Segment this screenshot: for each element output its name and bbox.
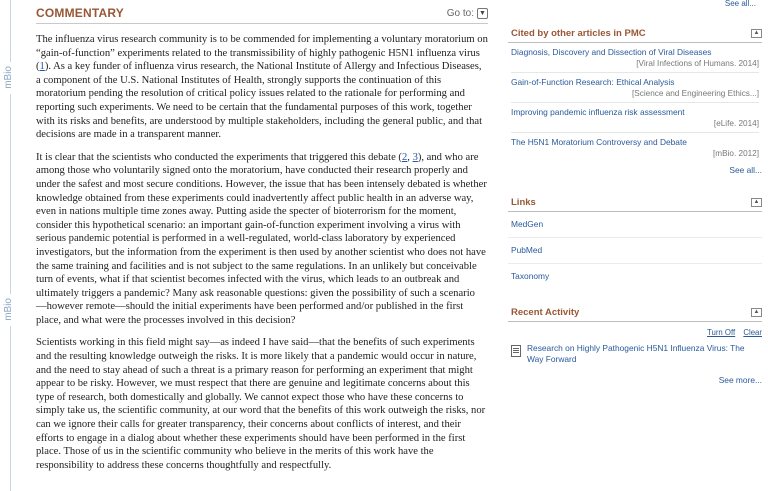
goto-label: Go to: xyxy=(446,7,474,19)
document-icon xyxy=(511,345,521,357)
cited-article-source: [mBio. 2012] xyxy=(713,149,759,158)
recent-activity-panel xyxy=(508,307,762,385)
panel-title: Recent Activity xyxy=(511,307,580,318)
goto-control[interactable] xyxy=(447,8,488,19)
cited-article[interactable] xyxy=(508,103,762,133)
panel-title: Links xyxy=(511,197,536,208)
clear-button[interactable]: Clear xyxy=(743,328,762,337)
collapse-icon[interactable]: ▲ xyxy=(751,308,762,317)
activity-item-title[interactable]: Research on Highly Pathogenic H5N1 Influenza Virus: The Way Forward xyxy=(527,343,745,364)
text: , xyxy=(407,151,413,163)
gutter-line xyxy=(10,0,11,62)
cited-article-source: [Viral Infections of Humans. 2014] xyxy=(636,59,759,68)
cited-article[interactable] xyxy=(508,43,762,73)
turn-off-button[interactable]: Turn Off xyxy=(707,328,736,337)
text: ). As a key funder of influenza virus research, the National Institute of Allergy and Infectious Diseases, a component of the U.S. National Institutes of Health, strongly supports the continuation of this moratorium pending the resolution of critical policy issues related to the rationale for performing and reporting such experiments. We need to be certain that the fundamental purposes of this work, together with its risks and benefits, are understood by multiple stakeholders, including the general public, and that decisions are made in a transparent manner. xyxy=(36,61,483,141)
gutter-line xyxy=(10,94,11,294)
sidebar xyxy=(508,0,762,403)
journal-label-bottom: mBio xyxy=(3,298,14,321)
reference-link-3[interactable]: 3 xyxy=(412,151,418,163)
paragraph-2 xyxy=(36,151,488,328)
cited-article[interactable] xyxy=(508,73,762,103)
see-more-link[interactable]: See more... xyxy=(718,375,762,385)
link-taxonomy[interactable]: Taxonomy xyxy=(511,271,550,281)
reference-link-2[interactable]: 2 xyxy=(401,151,408,163)
link-pubmed[interactable]: PubMed xyxy=(508,238,762,264)
links-panel xyxy=(508,197,762,289)
article-main xyxy=(36,4,488,472)
activity-item[interactable] xyxy=(508,337,762,365)
gutter-line xyxy=(10,326,11,491)
see-all-link-top[interactable]: See all... xyxy=(724,0,756,8)
see-all-link[interactable]: See all... xyxy=(729,165,762,175)
panel-header xyxy=(508,28,762,43)
panel-header xyxy=(508,307,762,322)
cited-article-title[interactable]: Gain-of-Function Research: Ethical Analysis xyxy=(511,77,675,87)
left-gutter xyxy=(0,0,30,491)
cited-article-source: [eLife. 2014] xyxy=(713,119,759,128)
cited-article-source: [Science and Engineering Ethics...] xyxy=(632,89,759,98)
cited-article-title[interactable]: The H5N1 Moratorium Controversy and Debate xyxy=(511,137,687,147)
collapse-icon[interactable]: ▲ xyxy=(751,198,762,207)
paragraph-1 xyxy=(36,33,488,142)
section-header xyxy=(36,4,488,24)
reference-link-1[interactable]: 1 xyxy=(39,61,45,73)
cited-article-title[interactable]: Improving pandemic influenza risk assessment xyxy=(511,107,685,117)
link-medgen[interactable]: MedGen xyxy=(508,212,762,238)
activity-controls xyxy=(508,322,762,337)
journal-label-top: mBio xyxy=(3,66,14,89)
text: ), and who are among those who voluntarily signed onto the moratorium, have conducted their research properly and under the safest and most secure conditions. However, the issue that has been intensely debated is whether knowledge obtained from these experiments could inadvertently affect public health in an adverse way, even in nations multiple time zones away. Putting aside the specter of bioterrorism for the moment, consider this hypothetical scenario: an important gain-of-function experiment involving a virus with serious pandemic potential is performed in a well-regulated, world-class laboratory by experienced investigators, but the information from the experiment is then used by another scientist who does not have the same training and facilities and is not subject to the same regulations. In an unlikely but conceivable turn of events, what if that scientist becomes infected with the virus, which leads to an outbreak and ultimately triggers a pandemic? Many ask reasonable questions: given the possibility of such a scenario —however remote—should the initial experiments have been performed and/or published in the first place, and what were the processes involved in this decision? xyxy=(36,151,487,326)
text: It is clear that the scientists who conducted the experiments that triggered this debate ( xyxy=(36,151,402,163)
cited-article[interactable] xyxy=(508,133,762,159)
collapse-icon[interactable]: ▲ xyxy=(751,29,762,38)
section-title: COMMENTARY xyxy=(36,6,124,20)
text: Scientists working in this field might say—as indeed I have said—that the benefits of such experiments and the resulting knowledge outweigh the risks. It is more likely that a pandemic would occur in nature, and the need to stay ahead of such a threat is a primary reason for performing an experiment that might appear to be risky. However, we must respect that there are genuine and legitimate concerns about this type of research, both domestically and globally. We cannot expect those who have these concerns to simply take us, the scientific community, at our word that the benefits of this work outweigh the risks, nor can we ignore their calls for greater transparency, their concerns about conflicts of interest, and their efforts to engage in a dialog about whether these experiments should have been performed in the first place. Those of us in the scientific community who believe in the merits of this work have the responsibility to address these concerns thoughtfully and respectfully. xyxy=(36,337,486,471)
chevron-down-icon[interactable]: ▼ xyxy=(477,8,488,19)
cited-article-title[interactable]: Diagnosis, Discovery and Dissection of Viral Diseases xyxy=(511,47,712,57)
paragraph-3 xyxy=(36,336,488,472)
text: The influenza virus research community is to be commended for implementing a voluntary moratorium on “gain-of-function” experiments related to the transmissibility of highly pathogenic H5N1 influenza virus ( xyxy=(36,34,488,73)
cited-by-panel xyxy=(508,28,762,175)
panel-header xyxy=(508,197,762,212)
panel-title: Cited by other articles in PMC xyxy=(511,28,646,39)
